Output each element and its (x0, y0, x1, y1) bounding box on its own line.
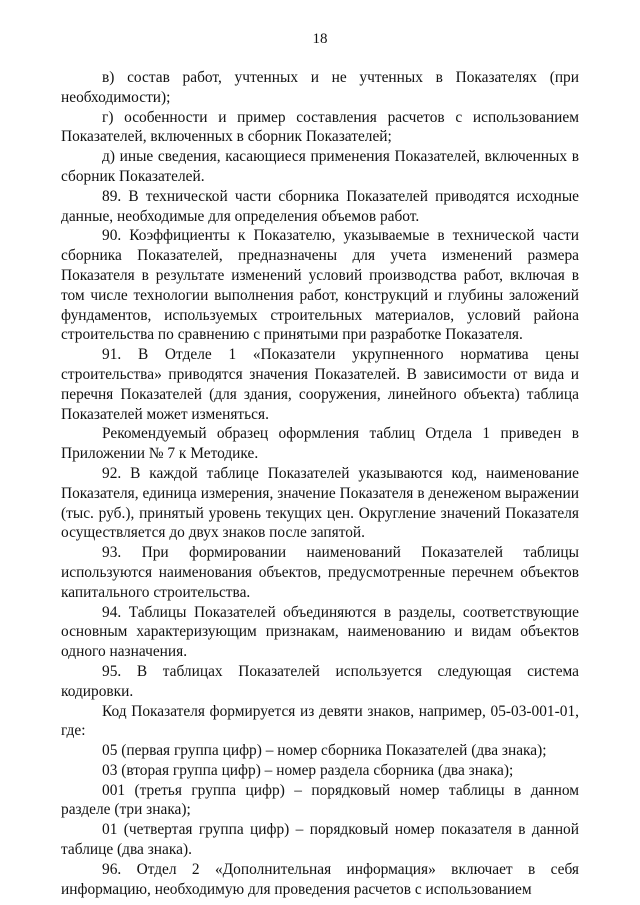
paragraph-94: 94. Таблицы Показателей объединяются в разделы, соответствующие основным характеризующим признакам, наименованию и видам объектов одного назначения. (61, 603, 579, 661)
paragraph-89: 89. В технической части сборника Показателей приводятся исходные данные, необходимые для определения объемов работ. (61, 187, 579, 225)
page-number: 18 (312, 31, 328, 47)
body-text (61, 68, 579, 899)
paragraph-92: 92. В каждой таблице Показателей указываются код, наименование Показателя, единица измерения, значение Показателя в денеженом выражении (тыс. руб.), принятый уровень текущих цен. Округление значений Показателя осуществляется до двух знаков после запятой. (61, 464, 579, 542)
paragraph-code-format: Код Показателя формируется из девяти знаков, например, 05-03-001-01, где: (61, 702, 579, 740)
paragraph-code-group-3: 001 (третья группа цифр) – порядковый номер таблицы в данном разделе (три знака); (61, 781, 579, 819)
paragraph-90: 90. Коэффициенты к Показателю, указываемые в технической части сборника Показателей, предназначены для учета изменений размера Показателя в результате изменений условий производства работ, включая в том числе технологии выполнения работ, конструкций и глубины заложений фундаментов, используемых строительных материалов, условий района строительства по сравнению с принятыми при разработке Показателя. (61, 227, 579, 344)
paragraph-91-recommendation: Рекомендуемый образец оформления таблиц Отдела 1 приведен в Приложении № 7 к Методике. (61, 425, 579, 463)
paragraph-code-group-4: 01 (четвертая группа цифр) – порядковый номер показателя в данной таблице (два знака). (61, 821, 579, 859)
paragraph-91: 91. В Отделе 1 «Показатели укрупненного норматива цены строительства» приводятся значения Показателей. В зависимости от вида и перечня Показателей (для здания, сооружения, линейного объекта) таблица Показателей может изменяться. (61, 346, 579, 423)
paragraph-item-v: в) состав работ, учтенных и не учтенных в Показателях (при необходимости); (61, 69, 579, 106)
paragraph-93: 93. При формировании наименований Показателей таблицы используются наименования объектов, предусмотренные перечнем объектов капитального строительства. (61, 544, 579, 601)
paragraph-item-g: г) особенности и пример составления расчетов с использованием Показателей, включенных в сборник Показателей; (61, 108, 579, 146)
paragraph-item-d: д) иные сведения, касающиеся применения Показателей, включенных в сборник Показателей. (61, 148, 579, 185)
paragraph-code-group-2: 03 (вторая группа цифр) – номер раздела сборника (два знака); (102, 761, 514, 779)
paragraph-95: 95. В таблицах Показателей используется следующая система кодировки. (61, 662, 579, 700)
paragraph-96: 96. Отдел 2 «Дополнительная информация» включает в себя информацию, необходимую для проведения расчетов с использованием (61, 860, 579, 898)
paragraph-code-group-1: 05 (первая группа цифр) – номер сборника Показателей (два знака); (102, 742, 547, 760)
